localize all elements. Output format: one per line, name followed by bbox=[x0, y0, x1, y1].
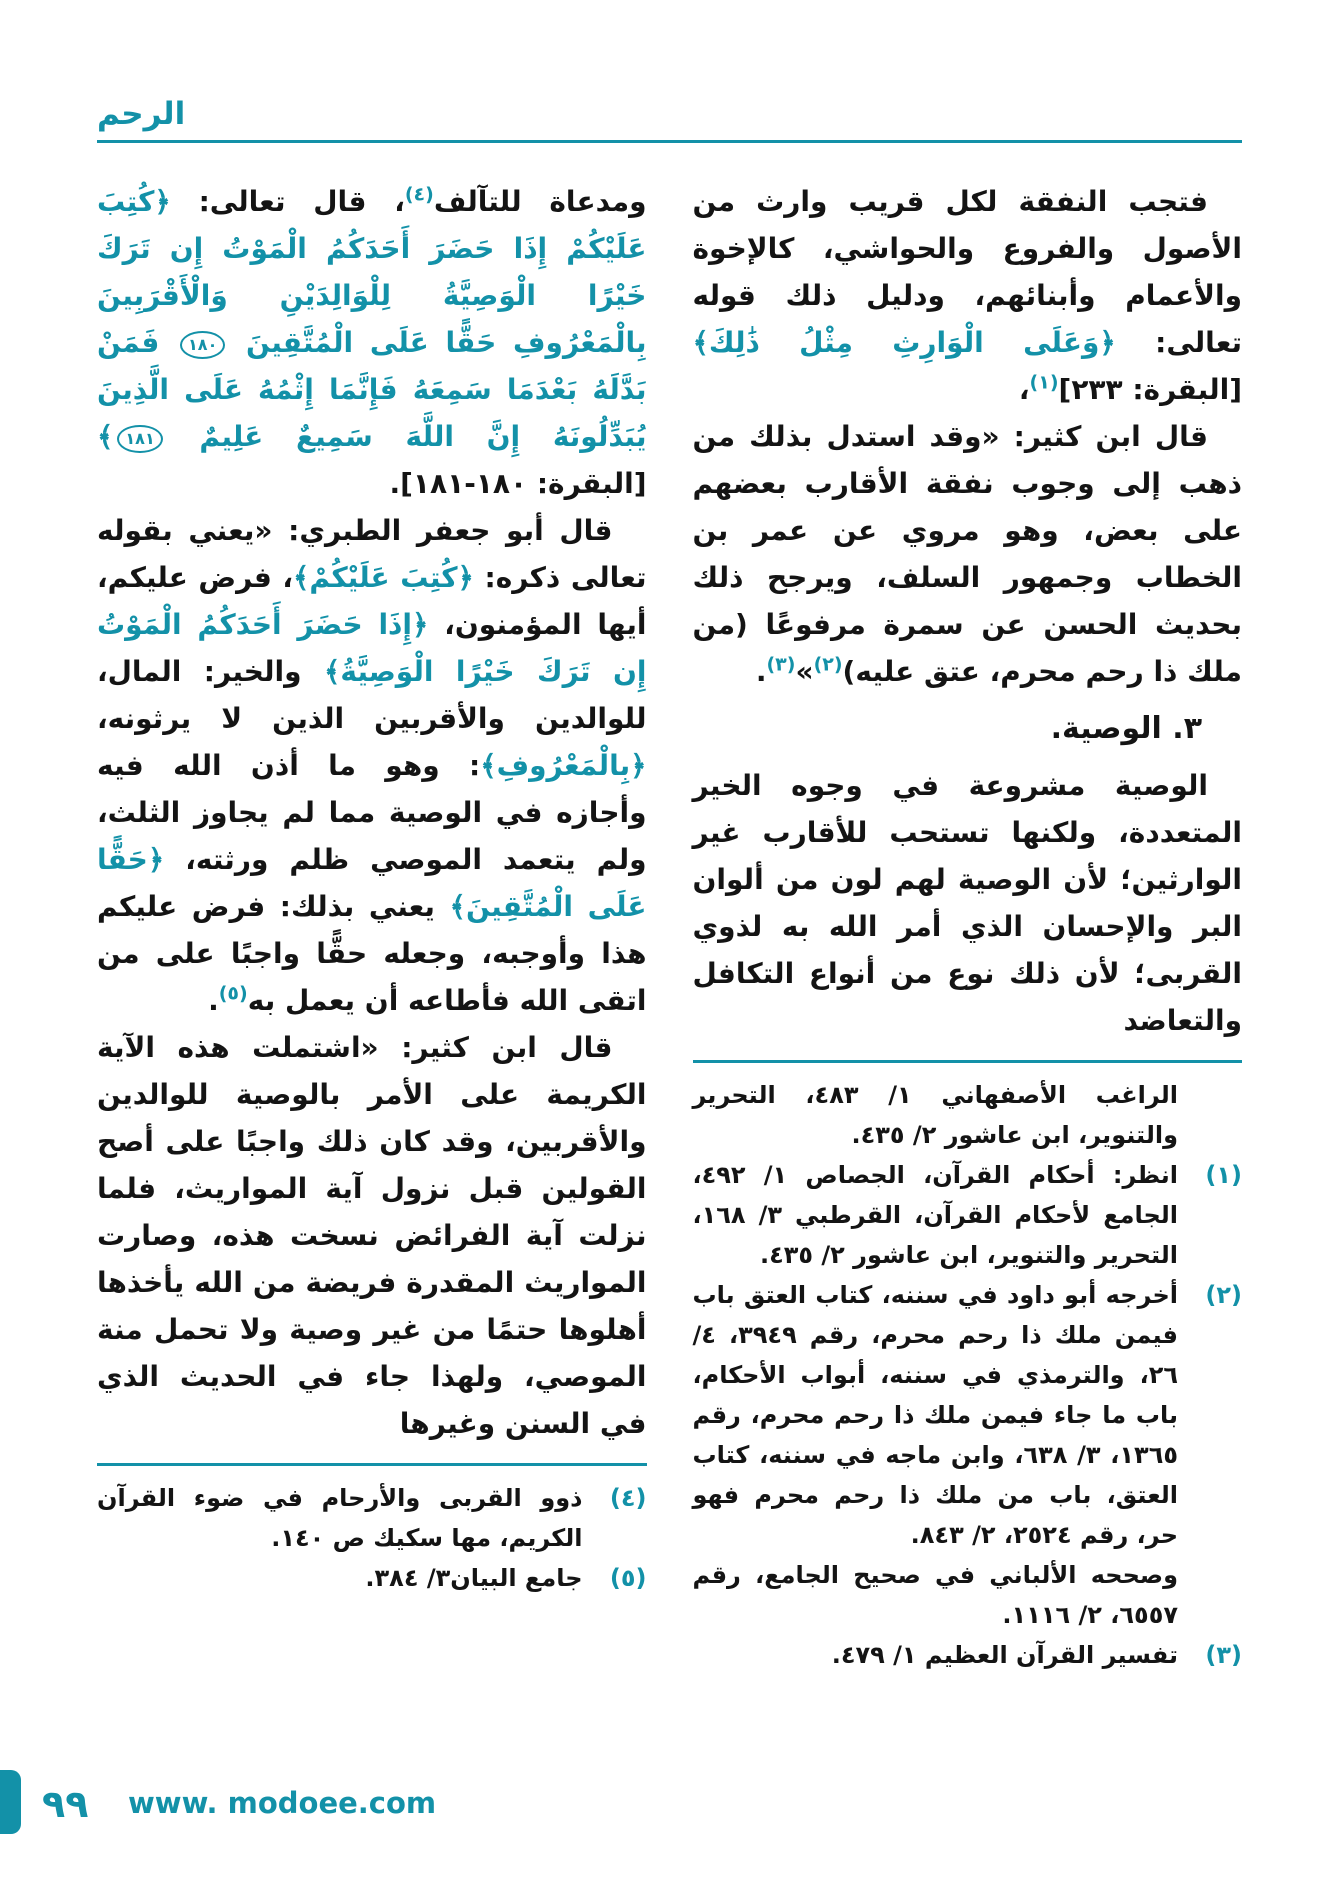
body-text: يعني بذلك: فرض عليكم هذا وأوجبه، وجعله حقًّا واجبًا على من اتقى الله فأطاعه أن يعمل به bbox=[97, 890, 647, 1017]
footnote-ref: (٥) bbox=[218, 982, 248, 1005]
quran-verse: ﴿كُتِبَ عَلَيْكُمْ﴾ bbox=[293, 561, 474, 594]
body-text: ، bbox=[1018, 373, 1030, 406]
footnote-item bbox=[97, 1558, 647, 1598]
footnote-text: تفسير القرآن العظيم ١/ ٤٧٩. bbox=[831, 1641, 1178, 1669]
quran-verse: ﴿كُتِبَ عَلَيْكُمْ إِذَا حَضَرَ أَحَدَكُمُ الْمَوْتُ إِن تَرَكَ خَيْرًا الْوَصِيَّةُ لِلْوَالِدَيْنِ وَالْأَقْرَبِينَ بِالْمَعْرُوفِ حَقًّا عَلَى الْمُتَّقِينَ bbox=[97, 185, 647, 359]
paragraph bbox=[97, 178, 647, 507]
footnotes-section-right bbox=[693, 1060, 1243, 1675]
footnotes-section-left bbox=[97, 1463, 647, 1598]
body-text: : وهو ما أذن الله فيه وأجازه في الوصية مما لم يجاوز الثلث، ولم يتعمد الموصي ظلم ورثته، bbox=[97, 749, 647, 876]
footnote-item bbox=[693, 1155, 1243, 1275]
paragraph bbox=[97, 507, 647, 1024]
footnote-ref: (٣) bbox=[766, 653, 796, 676]
body-text: [البقرة: ٢٣٣] bbox=[1058, 373, 1242, 406]
body-text: . bbox=[208, 984, 219, 1017]
body-text: قال ابن كثير: «وقد استدل بذلك من ذهب إلى وجوب نفقة الأقارب بعضهم على بعض، وهو مروي عن عمر بن الخطاب وجمهور السلف، ويرجح ذلك بحديث الحسن عن سمرة مرفوعًا (من ملك ذا رحم محرم، عتق عليه) bbox=[692, 420, 1242, 688]
ayah-number: ١٨٠ bbox=[180, 331, 225, 359]
column-left bbox=[97, 178, 647, 1785]
paragraph bbox=[97, 1024, 647, 1447]
footnote-marker: (٢) bbox=[1205, 1281, 1242, 1309]
column-right bbox=[693, 178, 1243, 1785]
body-text: ، قال تعالى: bbox=[170, 185, 405, 218]
footnote-item bbox=[693, 1635, 1243, 1675]
footnote-marker: (١) bbox=[1205, 1161, 1242, 1189]
page-header bbox=[97, 96, 1242, 143]
page-number: ٩٩ bbox=[42, 1782, 89, 1826]
footnote-items-left bbox=[97, 1478, 647, 1598]
footnote-item bbox=[693, 1075, 1243, 1155]
footnote-text: أخرجه أبو داود في سننه، كتاب العتق باب فيمن ملك ذا رحم محرم، رقم ٣٩٤٩، ٤/ ٢٦، والترمذي في سننه، أبواب الأحكام، باب ما جاء فيمن ملك ذا رحم محرم، رقم ١٣٦٥، ٣/ ٦٣٨، وابن ماجه في سننه، كتاب العتق، باب من ملك ذا رحم محرم فهو حر، رقم ٢٥٢٤، ٢/ ٨٤٣. bbox=[692, 1281, 1178, 1549]
body-text: ٣. الوصية. bbox=[1050, 711, 1202, 746]
footnote-ref: (٤) bbox=[404, 183, 434, 206]
footnote-ref: (١) bbox=[1029, 371, 1059, 394]
footnote-marker: (٥) bbox=[609, 1564, 647, 1592]
paragraph bbox=[693, 178, 1243, 413]
body-text: [البقرة: ١٨٠-١٨١]. bbox=[389, 467, 647, 500]
footnote-item bbox=[693, 1275, 1243, 1555]
quran-verse: ﴿حَقًّا عَلَى الْمُتَّقِينَ﴾ bbox=[97, 843, 647, 923]
quran-verse: فَمَنْ بَدَّلَهُ بَعْدَمَا سَمِعَهُ فَإِنَّمَا إِثْمُهُ عَلَى الَّذِينَ يُبَدِّلُونَهُ إِنَّ اللَّهَ سَمِيعٌ عَلِيمٌ bbox=[97, 326, 647, 453]
footnote-text: ذوو القربى والأرحام في ضوء القرآن الكريم، مها سكيك ص ١٤٠. bbox=[97, 1484, 583, 1552]
footnote-text: جامع البيان٣/ ٣٨٤. bbox=[365, 1564, 583, 1592]
body-text: فتجب النفقة لكل قريب وارث من الأصول والفروع والحواشي، كالإخوة والأعمام وأبنائهم، ودليل ذلك قوله تعالى: bbox=[692, 185, 1242, 359]
website-url: www. modoee.com bbox=[128, 1786, 437, 1820]
footnote-ref: (٢) bbox=[813, 653, 843, 676]
footnote-text: انظر: أحكام القرآن، الجصاص ١/ ٤٩٢، الجامع لأحكام القرآن، القرطبي ٣/ ١٦٨، التحرير والتنوير، ابن عاشور ٢/ ٤٣٥. bbox=[692, 1161, 1178, 1269]
footnote-marker: (٤) bbox=[609, 1484, 647, 1512]
paragraph bbox=[693, 762, 1243, 1044]
quran-verse: ﴿بِالْمَعْرُوفِ﴾ bbox=[480, 749, 647, 782]
footnote-item bbox=[693, 1555, 1243, 1635]
column-right-body bbox=[693, 178, 1243, 1044]
column-left-body bbox=[97, 178, 647, 1447]
running-head-title: الرحم bbox=[97, 96, 186, 132]
paragraph bbox=[693, 413, 1243, 695]
footnote-separator bbox=[97, 1463, 647, 1466]
page-content bbox=[97, 178, 1242, 1785]
footnote-separator bbox=[693, 1060, 1243, 1063]
footer-accent-bar bbox=[0, 1770, 21, 1834]
body-text: ، فرض عليكم، أيها المؤمنون، bbox=[97, 561, 647, 641]
section-heading bbox=[693, 705, 1203, 752]
body-text: قال أبو جعفر الطبري: «يعني بقوله تعالى ذكره: bbox=[97, 514, 647, 594]
footnote-text: الراغب الأصفهاني ١/ ٤٨٣، التحرير والتنوير، ابن عاشور ٢/ ٤٣٥. bbox=[692, 1081, 1178, 1149]
ayah-number: ١٨١ bbox=[117, 425, 162, 453]
quran-verse: ﴾ bbox=[97, 420, 114, 453]
body-text: قال ابن كثير: «اشتملت هذه الآية الكريمة على الأمر بالوصية للوالدين والأقربين، وقد كان ذلك واجبًا على أصح القولين قبل نزول آية المواريث، فلما نزلت آية الفرائض نسخت هذه، وصارت المواريث المقدرة فريضة من الله يأخذها أهلوها حتمًا من غير وصية ولا تحمل منة الموصي، ولهذا جاء في الحديث الذي في السنن وغيرها bbox=[97, 1031, 647, 1440]
footnote-text: وصححه الألباني في صحيح الجامع، رقم ٦٥٥٧، ٢/ ١١١٦. bbox=[692, 1561, 1178, 1629]
footnote-items-right bbox=[693, 1075, 1243, 1675]
footnote-item bbox=[97, 1478, 647, 1558]
body-text: ومدعاة للتآلف bbox=[433, 185, 647, 218]
quran-verse: ﴿وَعَلَى الْوَارِثِ مِثْلُ ذَٰلِكَ﴾ bbox=[692, 326, 1116, 359]
body-text: الوصية مشروعة في وجوه الخير المتعددة، ولكنها تستحب للأقارب غير الوارثين؛ لأن الوصية لهم لون من ألوان البر والإحسان الذي أمر الله به لذوي القربى؛ لأن ذلك نوع من أنواع التكافل والتعاضد bbox=[692, 769, 1242, 1037]
body-text: والخير: المال، للوالدين والأقربين الذين لا يرثونه، bbox=[97, 655, 647, 735]
footnote-marker: (٣) bbox=[1205, 1641, 1242, 1669]
quran-verse: ﴿إِذَا حَضَرَ أَحَدَكُمُ الْمَوْتُ إِن تَرَكَ خَيْرًا الْوَصِيَّةُ﴾ bbox=[97, 608, 647, 688]
body-text: . bbox=[755, 655, 767, 688]
body-text: » bbox=[795, 655, 814, 688]
